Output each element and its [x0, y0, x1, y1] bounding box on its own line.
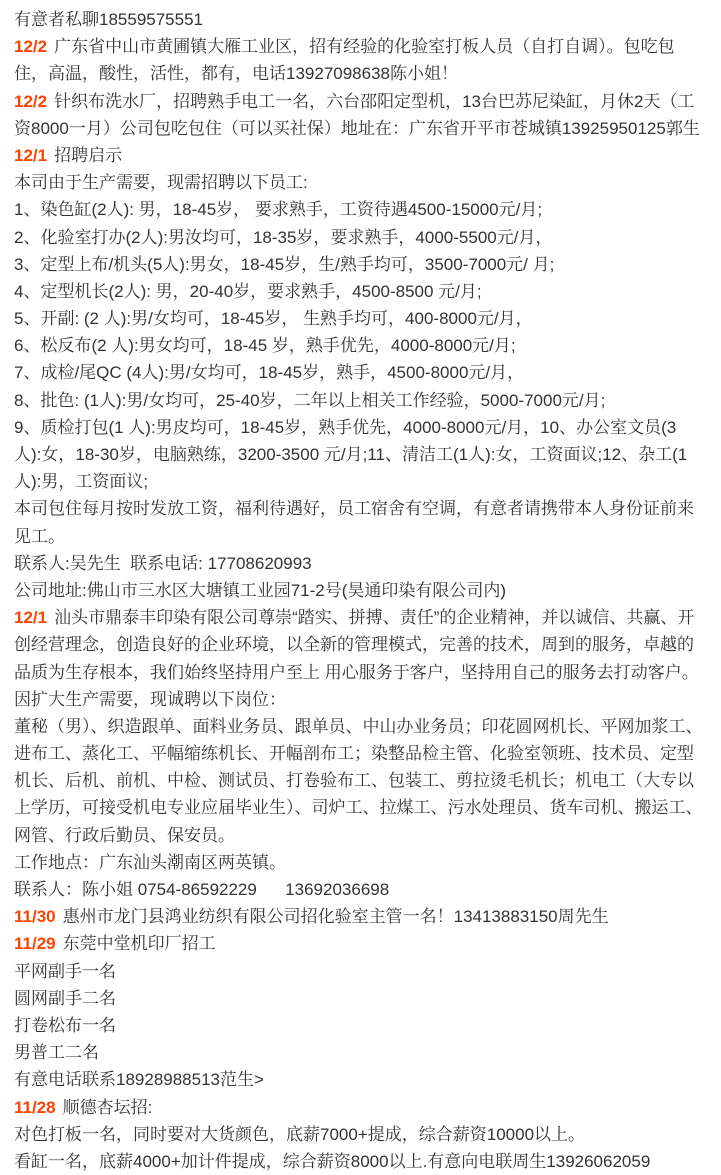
post-text: 对色打板一名，同时要对大货颜色，底薪7000+提成，综合薪资10000以上。	[14, 1124, 586, 1144]
post-text: 平网副手一名	[14, 961, 116, 981]
job-post-line	[14, 1094, 707, 1121]
post-date: 12/2	[14, 37, 48, 57]
job-post-line	[14, 387, 707, 414]
job-post-line	[14, 495, 707, 549]
post-text: 打卷松布一名	[14, 1015, 116, 1035]
job-post-line	[14, 1066, 707, 1093]
post-text: 1、染色缸(2人): 男，18-45岁， 要求熟手，工资待遇4500-15000元/月;	[14, 200, 543, 220]
job-post-line	[14, 196, 707, 223]
job-post-line	[14, 142, 707, 169]
job-post-line	[14, 577, 707, 604]
post-date: 12/1	[14, 145, 48, 165]
post-date: 12/2	[14, 91, 48, 111]
job-post-line	[14, 930, 707, 957]
post-text: 广东省中山市黄圃镇大雁工业区，招有经验的化验室打板人员（自打自调）。包吃包住，高温，酸性，活性，都有，电话13927098638陈小姐！	[14, 37, 675, 84]
post-text: 本司包住每月按时发放工资，福利待遇好，员工宿舍有空调，有意者请携带本人身份证前来见工。	[14, 499, 694, 546]
post-date: 11/29	[14, 934, 56, 954]
post-text: 8、批色: (1人):男/女均可，25-40岁，二年以上相关工作经验，5000-7000元/月;	[14, 390, 606, 410]
post-text: 顺德杏坛招:	[62, 1097, 153, 1117]
post-text: 联系人:吴先生 联系电话: 17708620993	[14, 553, 312, 573]
job-post-line	[14, 1039, 707, 1066]
job-post-line	[14, 686, 707, 713]
post-date: 11/30	[14, 907, 56, 927]
post-text: 招聘启示	[54, 145, 123, 165]
job-post-line	[14, 550, 707, 577]
post-text: 有意者私聊18559575551	[14, 10, 204, 29]
job-post-line	[14, 169, 707, 196]
job-post-line	[14, 903, 707, 930]
post-text: 汕头市鼎泰丰印染有限公司尊崇“踏实、拼搏、责任”的企业精神，并以诚信、共赢、开创经营理念，创造良好的企业环境，以全新的管理模式，完善的技术，周到的服务，卓越的品质为生存根本，我们始终坚持用户至上 用心服务于客户，坚持用自己的服务去打动客户。	[14, 608, 699, 682]
post-text: 联系人：陈小姐 0754-86592229 13692036698	[14, 880, 390, 899]
post-text: 9、质检打包(1 人):男皮均可，18-45岁，熟手优先，4000-8000元/月，10、办公室文员(3 人):女，18-30岁，电脑熟练，3200-3500 元/月;11、清洁工(1人):女，工资面议;12、杂工(1人):男，工资面议;	[14, 417, 688, 492]
post-text: 针织布洗水厂，招聘熟手电工一名，六台邵阳定型机，13台巴苏尼染缸，月休2天（工资8000一月）公司包吃包住（可以买社保）地址在：广东省开平市苍城镇13925950125郭生	[14, 91, 700, 138]
post-text: 2、化验室打办(2人):男汝均可，18-35岁，要求熟手，4000-5500元/月，	[14, 227, 553, 247]
post-text: 7、成检/尾QC (4人):男/女均可，18-45岁，熟手，4500-8000元/月，	[14, 363, 525, 383]
job-post-line	[14, 6, 707, 33]
post-text: 6、松反布(2 人):男女均可，18-45 岁，熟手优先，4000-8000元/月;	[14, 336, 516, 356]
post-text: 4、定型机长(2人): 男，20-40岁，要求熟手，4500-8500 元/月;	[14, 281, 482, 301]
job-post-line	[14, 1012, 707, 1039]
job-post-line	[14, 849, 707, 876]
post-text: 东莞中堂机印厂招工	[62, 934, 216, 954]
post-date: 12/1	[14, 608, 48, 628]
job-post-line	[14, 332, 707, 359]
job-post-line	[14, 33, 707, 87]
job-post-line	[14, 305, 707, 332]
post-text: 圆网副手二名	[14, 988, 116, 1008]
post-text: 男普工二名	[14, 1043, 99, 1063]
post-text: 5、开副: (2 人):男/女均可，18-45岁， 生熟手均可，400-8000元/月，	[14, 309, 533, 329]
job-post-line	[14, 414, 707, 496]
job-post-line	[14, 1121, 707, 1148]
post-text: 看缸一名，底薪4000+加计件提成，综合薪资8000以上.有意向电联周生13926062059	[14, 1151, 651, 1171]
job-post-line	[14, 604, 707, 686]
job-post-line	[14, 224, 707, 251]
post-text: 董秘（男）、织造跟单、面料业务员、跟单员、中山办业务员；印花圆网机长、平网加浆工、进布工、蒸化工、平幅缩练机长、开幅剖布工；染整品检主管、化验室领班、技术员、定型机长、后机、前机、中检、测试员、打卷验布工、包装工、剪拉烫毛机长；机电工（大专以上学历，可接受机电专业应届毕业生）、司炉工、拉煤工、污水处理员、货车司机、搬运工、网管、行政后勤员、保安员。	[14, 716, 703, 845]
post-text: 工作地点：广东汕头潮南区两英镇。	[14, 852, 286, 872]
job-post-line	[14, 88, 707, 142]
post-date: 11/28	[14, 1097, 56, 1117]
job-post-line	[14, 985, 707, 1012]
post-text: 有意电话联系18928988513范生>	[14, 1070, 264, 1090]
job-post-line	[14, 876, 707, 903]
job-post-line	[14, 1148, 707, 1175]
job-post-line	[14, 713, 707, 849]
post-text: 惠州市龙门县鸿业纺织有限公司招化验室主管一名！13413883150周先生	[62, 907, 609, 927]
job-post-line	[14, 359, 707, 386]
job-post-line	[14, 278, 707, 305]
post-text: 公司地址:佛山市三水区大塘镇工业园71-2号(昊通印染有限公司内)	[14, 580, 507, 600]
post-text: 因扩大生产需要，现诚聘以下岗位：	[14, 689, 286, 709]
post-text: 3、定型上布/机头(5人):男女，18-45岁，生/熟手均可，3500-7000元/ 月;	[14, 254, 555, 274]
job-post-line	[14, 958, 707, 985]
post-text: 本司由于生产需要，现需招聘以下员工:	[14, 173, 308, 193]
job-post-line	[14, 251, 707, 278]
